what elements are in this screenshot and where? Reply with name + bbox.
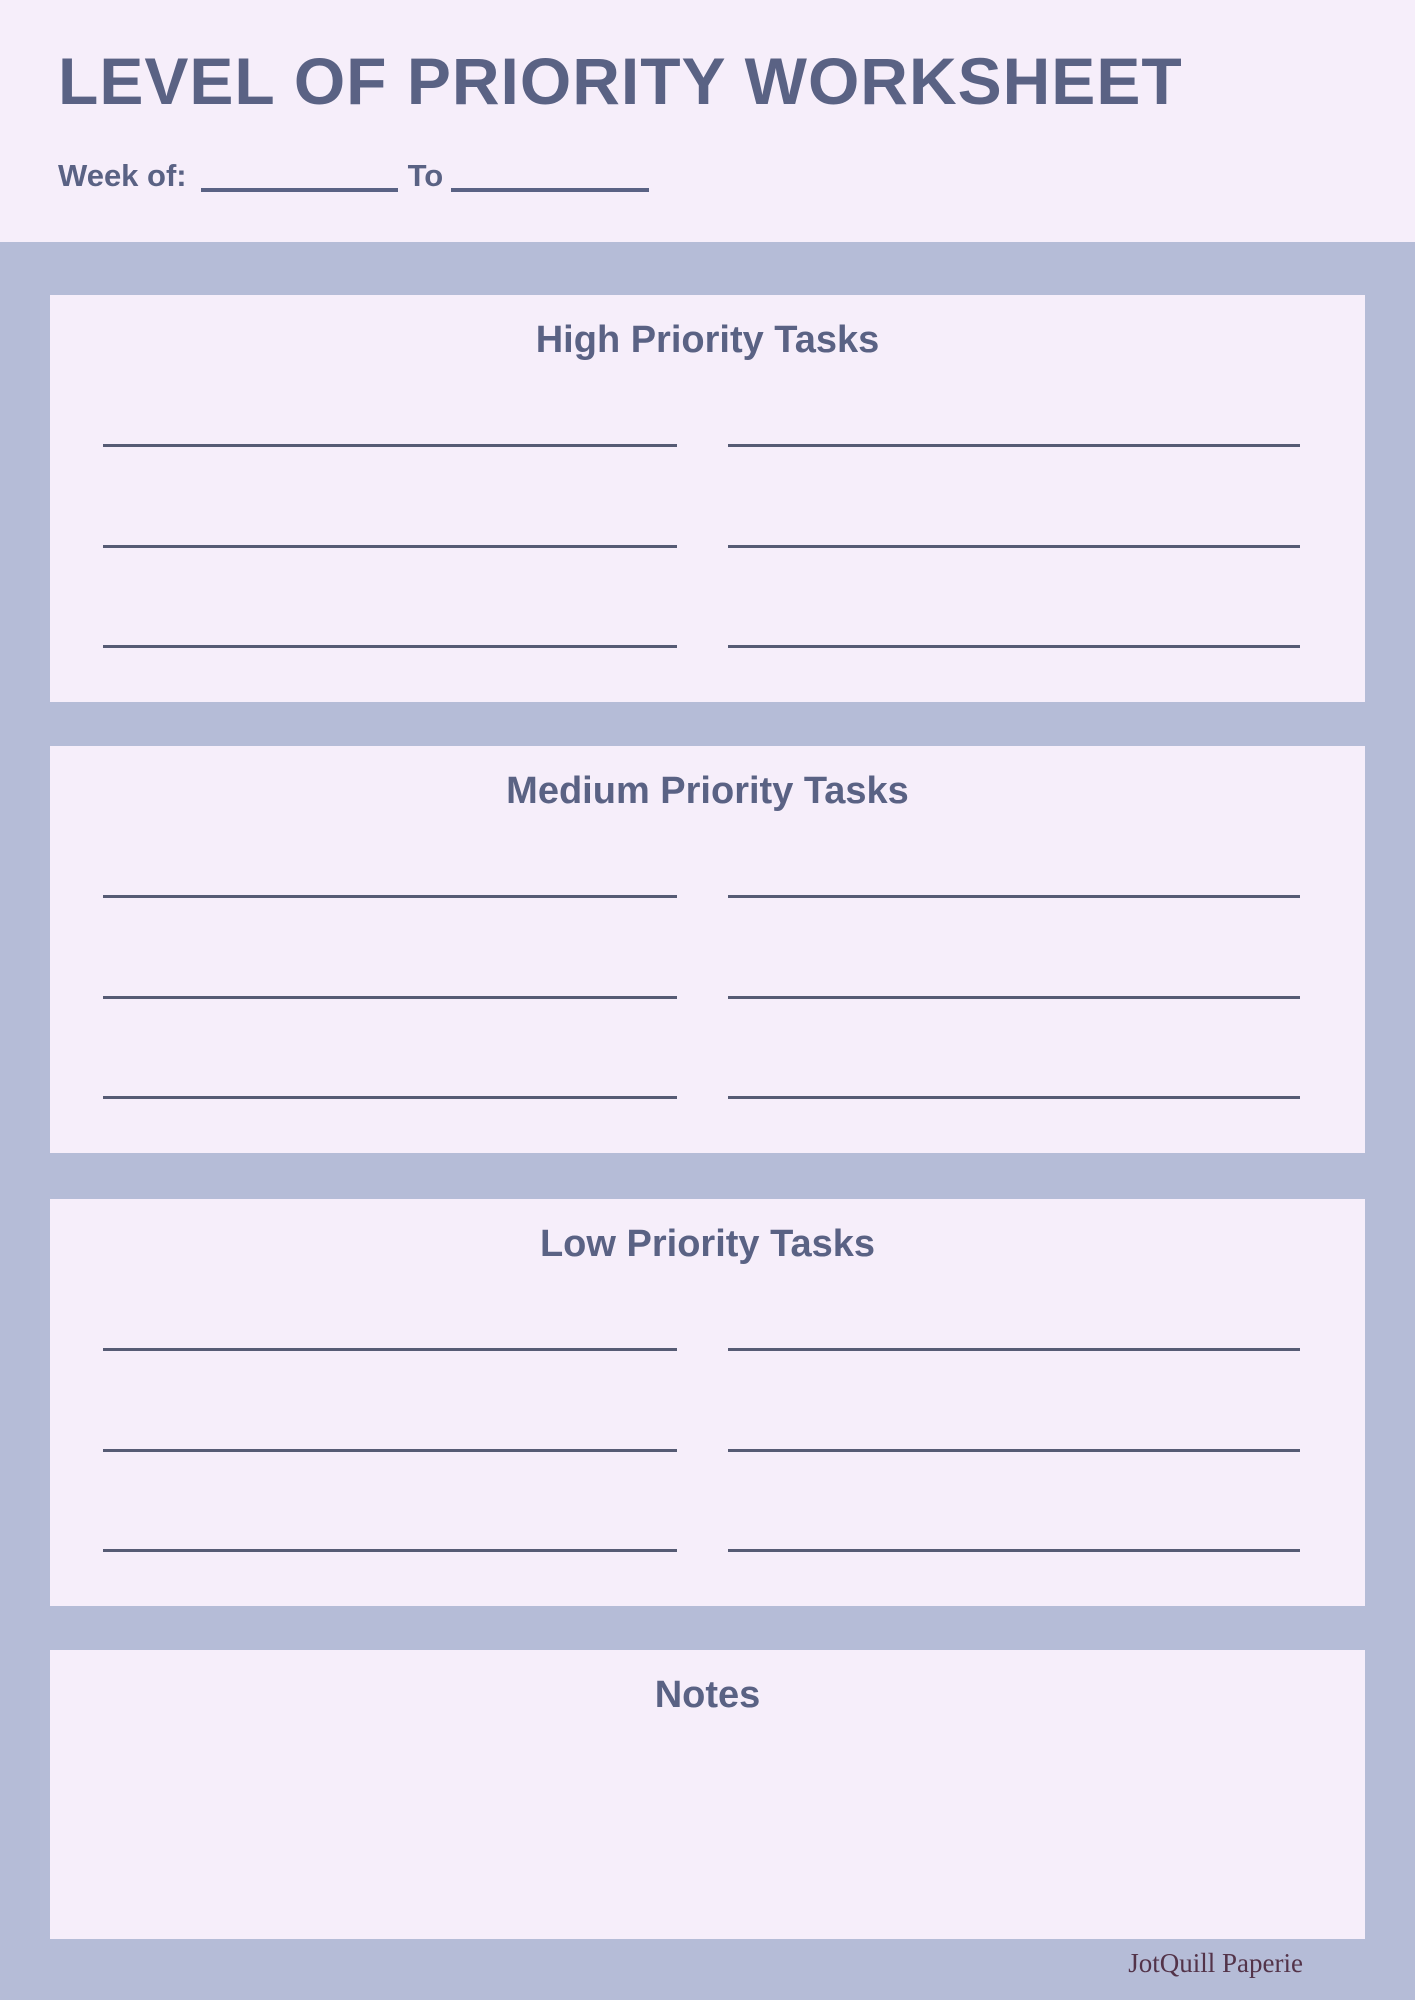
- task-line: [728, 645, 1300, 648]
- high-priority-title: High Priority Tasks: [535, 319, 880, 361]
- worksheet-header: [0, 0, 1415, 242]
- low-priority-title: Low Priority Tasks: [539, 1223, 876, 1265]
- task-line-row: [50, 545, 1365, 548]
- task-line: [103, 1449, 677, 1452]
- week-end-blank: [451, 188, 649, 192]
- task-line-row: [50, 1348, 1365, 1351]
- task-line-row: [50, 1096, 1365, 1099]
- week-of-row: [58, 158, 649, 194]
- low-priority-card: [50, 1199, 1365, 1606]
- brand-credit: JotQuill Paperie: [1128, 1948, 1303, 1978]
- task-line-row: [50, 645, 1365, 648]
- notes-card: [50, 1650, 1365, 1939]
- week-start-blank: [201, 188, 398, 192]
- page-title: LEVEL OF PRIORITY WORKSHEET: [58, 44, 1183, 118]
- task-line: [103, 996, 677, 999]
- medium-priority-title: Medium Priority Tasks: [506, 770, 909, 812]
- task-line: [728, 1549, 1300, 1552]
- task-line-row: [50, 895, 1365, 898]
- task-line: [728, 996, 1300, 999]
- task-line: [728, 895, 1300, 898]
- task-line: [728, 1096, 1300, 1099]
- to-label: To: [407, 158, 444, 193]
- task-line: [103, 645, 677, 648]
- medium-priority-card: [50, 746, 1365, 1153]
- task-line: [728, 545, 1300, 548]
- task-line: [728, 444, 1300, 447]
- task-line-row: [50, 1549, 1365, 1552]
- task-line: [728, 1449, 1300, 1452]
- high-priority-card: [50, 295, 1365, 702]
- task-line: [103, 545, 677, 548]
- task-line: [103, 895, 677, 898]
- task-line: [103, 1348, 677, 1351]
- task-line: [728, 1348, 1300, 1351]
- week-of-label: Week of:: [58, 158, 187, 193]
- task-line-row: [50, 996, 1365, 999]
- notes-title: Notes: [654, 1674, 761, 1716]
- task-line: [103, 1549, 677, 1552]
- task-line: [103, 444, 677, 447]
- task-line: [103, 1096, 677, 1099]
- task-line-row: [50, 444, 1365, 447]
- task-line-row: [50, 1449, 1365, 1452]
